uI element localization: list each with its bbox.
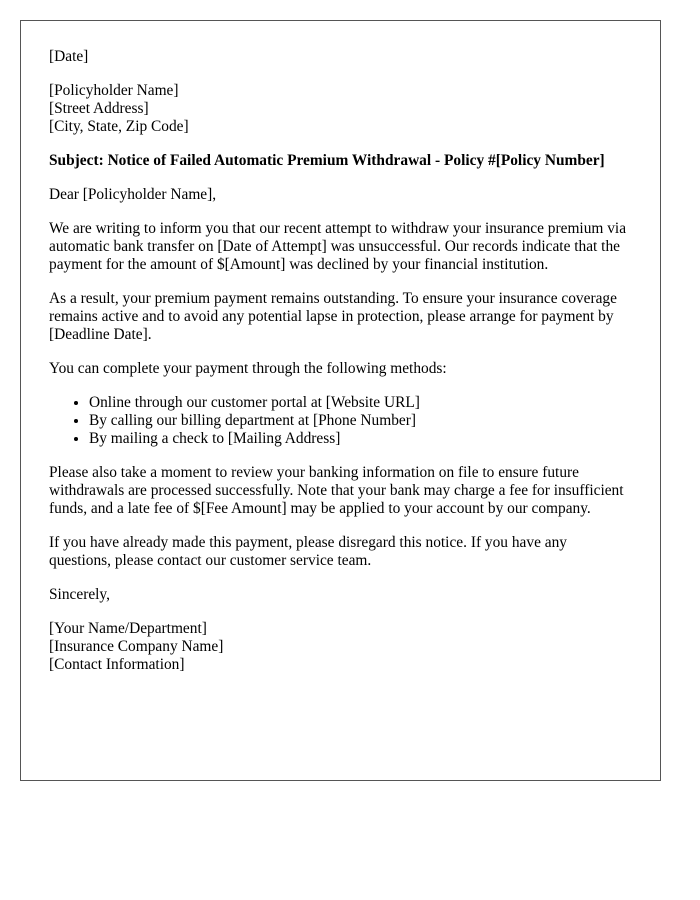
recipient-name: [Policyholder Name] [49,82,179,99]
recipient-street: [Street Address] [49,100,149,117]
signature-name-department: [Your Name/Department] [49,620,207,637]
closing: Sincerely, [49,586,110,603]
payment-method-mail: • By mailing a check to [Mailing Address] [89,430,632,448]
paragraph-failed-withdrawal: We are writing to inform you that our recent attempt to withdraw your insurance premium via automatic bank transfer on [Date of Attempt] was unsuccessful. Our records indicate that the payment for the amount of $[Amount] was declined by your financial institution. [49,220,627,273]
payment-methods-intro: You can complete your payment through the following methods: [49,360,447,377]
letter-page [20,20,661,781]
date-text: [Date] [49,48,89,65]
signature-block [49,620,632,674]
payment-methods-list [49,394,632,448]
recipient-address [49,82,632,136]
payment-method-online: • Online through our customer portal at [Website URL] [89,394,632,412]
signature-contact: [Contact Information] [49,656,185,673]
subject-line: Subject: Notice of Failed Automatic Premium Withdrawal - Policy #[Policy Number] [49,152,605,169]
paragraph-banking-info: Please also take a moment to review your banking information on file to ensure future withdrawals are processed successfully. Note that your bank may charge a fee for insufficient funds, and a late fee of $[Fee Amount] may be applied to your account by our company. [49,464,624,517]
signature-company: [Insurance Company Name] [49,638,224,655]
salutation: Dear [Policyholder Name], [49,186,217,203]
recipient-city-state-zip: [City, State, Zip Code] [49,118,189,135]
letter-date [49,48,632,66]
paragraph-disregard-notice: If you have already made this payment, please disregard this notice. If you have any questions, please contact our customer service team. [49,534,567,569]
paragraph-outstanding-payment: As a result, your premium payment remains outstanding. To ensure your insurance coverage remains active and to avoid any potential lapse in protection, please arrange for payment by [Deadline Date]. [49,290,617,343]
payment-method-phone: • By calling our billing department at [Phone Number] [89,412,632,430]
